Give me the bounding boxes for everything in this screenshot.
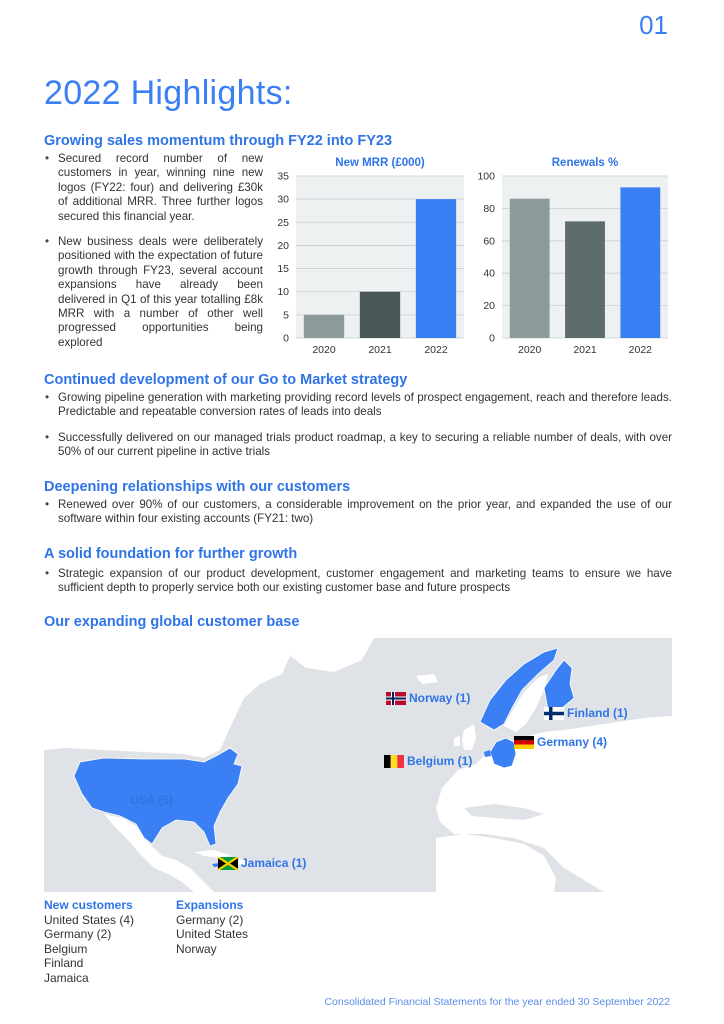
mrr-y-tick-label: 35 [277, 170, 289, 183]
list-item: • Renewed over 90% of our customers, a considerable improvement on the prior year, and expanded the use of our software within four existing accounts (FY21: two) [44, 498, 672, 527]
list-item: Germany (2) [44, 927, 112, 942]
new-mrr-chart [268, 152, 468, 360]
map-graphic [44, 638, 672, 892]
germany-shape [490, 738, 516, 768]
list-item: Jamaica [44, 970, 89, 985]
jamaica-flag-icon [218, 857, 238, 870]
list-item: • New business deals were deliberately positioned with the expectation of future growth through FY23, several account expansions have already been delivered in Q1 of this year totalling £8k MRR with a number of other well progressed opportunities being explored [44, 235, 263, 350]
renewals-y-tick-label: 80 [483, 202, 495, 215]
list-item: Belgium [44, 941, 88, 956]
renewals-y-tick-label: 60 [483, 235, 495, 248]
renewals-y-tick-label: 100 [477, 170, 495, 183]
mrr-y-tick-label: 5 [283, 309, 289, 322]
list-item: • Successfully delivered on our managed trials product roadmap, a key to securing a reliable number of deals, with over 50% of our current pipeline in active trials [44, 431, 672, 460]
renewals-bar-2022 [620, 187, 660, 338]
label-norway: Norway (1) [386, 691, 470, 705]
belgium-flag-icon [384, 755, 404, 768]
norway-flag-icon [386, 692, 406, 705]
uk-shape [462, 724, 476, 750]
label-belgium: Belgium (1) [384, 754, 472, 768]
section-heading-go-to-market: Continued development of our Go to Market strategy [44, 372, 408, 388]
renewals-y-tick-label: 20 [483, 300, 495, 313]
canada-shape [44, 638, 290, 758]
finland-flag-icon [544, 707, 564, 720]
mrr-bar-2022 [416, 199, 456, 338]
ireland-shape [454, 736, 460, 746]
renewals-x-tick-label: 2020 [517, 344, 542, 356]
list-item: United States [176, 927, 249, 942]
iceland-shape [416, 674, 438, 684]
mrr-x-tick-label: 2022 [424, 344, 448, 356]
label-jamaica: Jamaica (1) [218, 856, 306, 870]
mrr-y-tick-label: 25 [277, 216, 289, 229]
relationships-bullet-list [44, 498, 672, 536]
list-item: Germany (2) [176, 912, 244, 927]
renewals-bar-2021 [565, 221, 605, 338]
sales-bullet-list [44, 152, 263, 359]
new-customers-list [44, 898, 134, 986]
renewals-x-tick-label: 2021 [573, 344, 597, 356]
renewals-bar-2020 [510, 199, 550, 338]
mrr-chart-title: New MRR (£000) [335, 157, 425, 169]
page-title: 2022 Highlights: [44, 74, 293, 112]
section-heading-foundation: A solid foundation for further growth [44, 546, 298, 562]
renewals-y-tick-label: 0 [489, 332, 495, 345]
footer-text: Consolidated Financial Statements for the year ended 30 September 2022 [324, 996, 670, 1008]
expansions-list [176, 898, 248, 956]
gtm-bullet-list [44, 391, 672, 469]
page-number: 01 [639, 10, 668, 40]
label-usa: USA (5) [130, 793, 173, 807]
list-item: • Secured record number of new customers in year, winning nine new logos (FY22: four) and delivering £30k of additional MRR. Three further logos secured this financial year. [44, 152, 263, 224]
section-heading-sales: Growing sales momentum through FY22 into FY23 [44, 133, 393, 149]
label-finland: Finland (1) [544, 706, 628, 720]
mrr-y-tick-label: 10 [277, 286, 289, 299]
list-item: • Strategic expansion of our product development, customer engagement and marketing teams to ensure we have sufficient depth to properly service both our existing customer base and future prospects [44, 567, 672, 596]
renewals-x-tick-label: 2022 [628, 344, 653, 356]
mrr-y-tick-label: 30 [277, 193, 289, 206]
renewals-chart [474, 152, 672, 360]
expansions-heading: Expansions [176, 898, 244, 912]
mrr-bar-2021 [360, 292, 400, 338]
mrr-y-tick-label: 15 [277, 263, 289, 276]
list-item: Finland [44, 956, 84, 971]
mrr-y-tick-label: 20 [277, 239, 289, 252]
belgium-shape [484, 750, 491, 757]
finland-shape [544, 660, 574, 710]
list-item: United States (4) [44, 912, 135, 927]
foundation-bullet-list [44, 567, 672, 605]
mrr-bar-2020 [304, 315, 344, 338]
germany-flag-icon [514, 736, 534, 749]
mrr-x-tick-label: 2021 [368, 344, 392, 356]
list-item: Norway [176, 941, 217, 956]
label-germany: Germany (4) [514, 735, 607, 749]
list-item: • Growing pipeline generation with marketing providing record levels of prospect engagement, reach and therefore leads. Predictable and repeatable conversion rates of leads into deals [44, 391, 672, 420]
renewals-chart-title: Renewals % [551, 157, 619, 169]
world-map [44, 638, 672, 892]
mrr-y-tick-label: 0 [283, 332, 289, 345]
mrr-x-tick-label: 2020 [312, 344, 336, 356]
section-heading-customer-base: Our expanding global customer base [44, 614, 300, 630]
new-customers-heading: New customers [44, 898, 133, 912]
renewals-y-tick-label: 40 [483, 267, 495, 280]
section-heading-relationships: Deepening relationships with our customers [44, 479, 351, 495]
